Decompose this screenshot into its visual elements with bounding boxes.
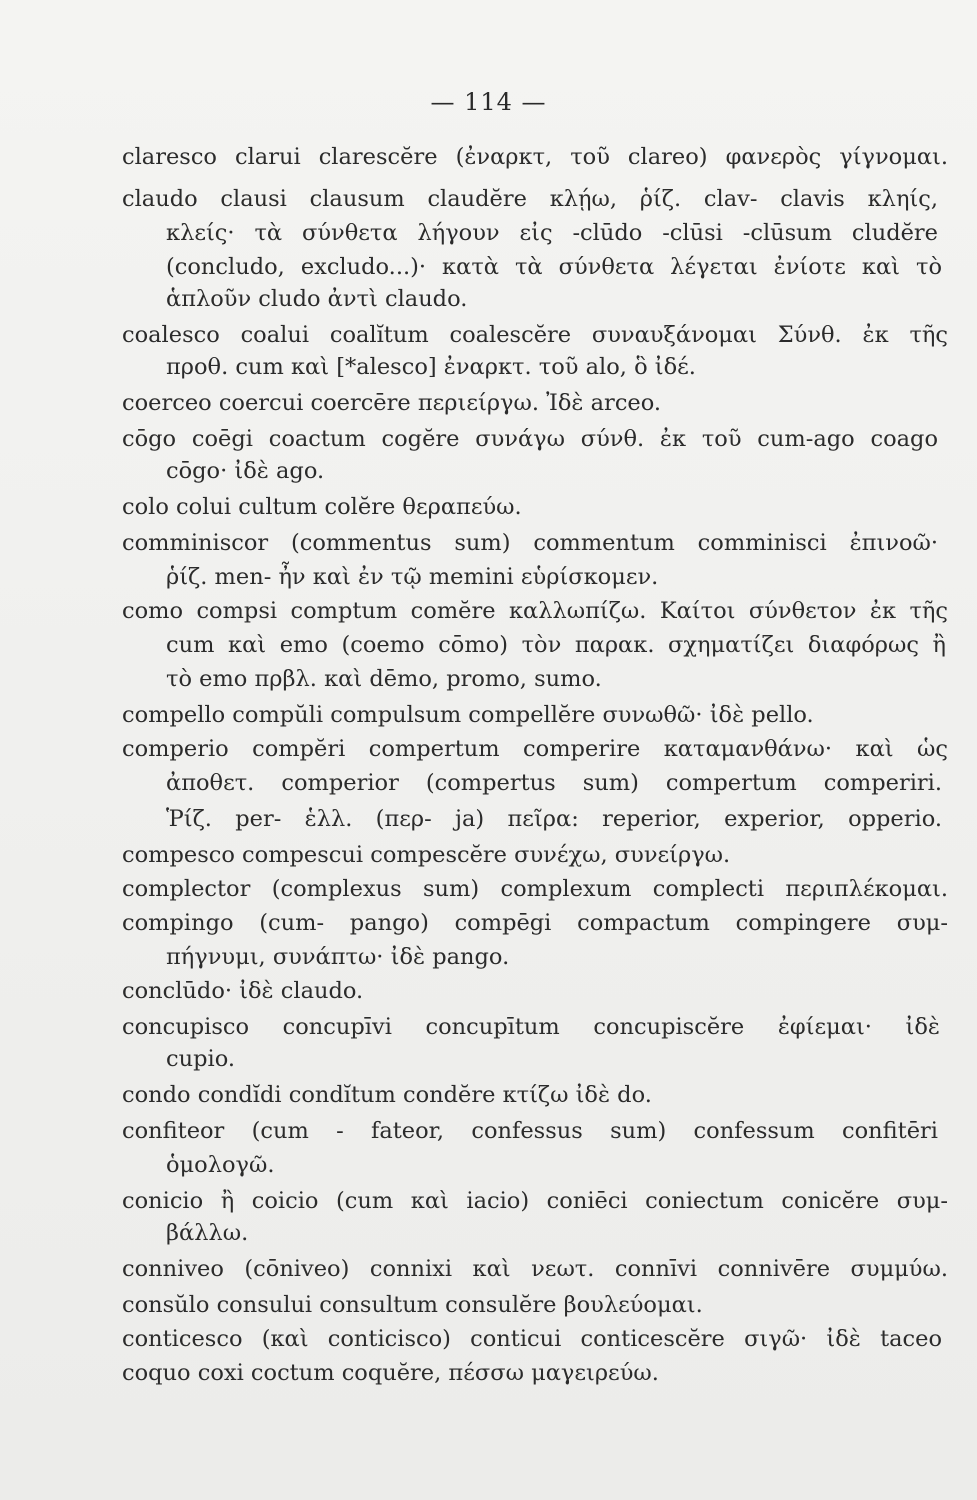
entry-coalesco: coalesco coalui coalĭtum coalescĕre συναυξάνομαι Σύνθ. ἐκ τῆς (122, 322, 948, 348)
entry-como-cont-2: τὸ emo πρβλ. καὶ dēmo, promo, sumo. (166, 666, 602, 692)
entry-como-cont-1: cum καὶ emo (coemo cōmo) τὸν παρακ. σχηματίζει διαφόρως ἢ (166, 632, 946, 658)
entry-concludo: conclūdo· ἰδὲ claudo. (122, 978, 364, 1004)
entry-consulo: consŭlo consului consultum consulĕre βουλεύομαι. (122, 1292, 703, 1318)
entry-cogo-cont-1: cōgo· ἰδὲ ago. (166, 458, 325, 484)
entry-concupisco: concupisco concupīvi concupītum concupiscĕre ἐφίεμαι· ἰδὲ (122, 1014, 940, 1040)
entry-comperio-cont-1: ἀποθετ. comperior (compertus sum) compertum comperiri. (166, 770, 942, 796)
entry-como: como compsi comptum comĕre καλλωπίζω. Καίτοι σύνθετον ἐκ τῆς (122, 598, 948, 624)
entry-coquo: coquo coxi coctum coquĕre, πέσσω μαγειρεύω. (122, 1360, 659, 1386)
entry-claudo-cont-1: κλείς· τὰ σύνθετα λήγουν εἰς -clūdo -clūsi -clūsum cludĕre (166, 220, 938, 246)
entry-conniveo: conniveo (cōniveo) connixi καὶ νεωτ. connīvi connivēre συμμύω. (122, 1256, 948, 1282)
entry-compesco: compesco compescui compescĕre συνέχω, συνείργω. (122, 842, 731, 868)
entry-confiteor-cont-1: ὁμολογῶ. (166, 1152, 275, 1178)
entry-claudo-cont-2: (concludo, excludo...)· κατὰ τὰ σύνθετα λέγεται ἐνίοτε καὶ τὸ (166, 254, 942, 280)
entry-concupisco-cont-1: cupio. (166, 1046, 235, 1072)
entry-comminiscor: comminiscor (commentus sum) commentum comminisci ἐπινοῶ· (122, 530, 938, 556)
entry-comperio: comperio compĕri compertum comperire καταμανθάνω· καὶ ὡς (122, 736, 948, 762)
entry-cogo: cōgo coēgi coactum cogĕre συνάγω σύνθ. ἐκ τοῦ cum-ago coago (122, 426, 938, 452)
entry-comminiscor-cont-1: ῥίζ. men- ἦν καὶ ἐν τῷ memini εὑρίσκομεν. (166, 564, 659, 590)
entry-complector: complector (complexus sum) complexum complecti περιπλέκομαι. (122, 876, 948, 902)
entry-conicio: conicio ἢ coicio (cum καὶ iacio) coniēci coniectum conicĕre συμ- (122, 1188, 948, 1214)
entry-condo: condo condĭdi condĭtum condĕre κτίζω ἰδὲ do. (122, 1082, 652, 1108)
page-number: — 114 — (430, 88, 547, 116)
entry-compello: compello compŭli compulsum compellĕre συνωθῶ· ἰδὲ pello. (122, 702, 814, 728)
entry-conticesco: conticesco (καὶ conticisco) conticui conticescĕre σιγῶ· ἰδὲ taceo (122, 1326, 942, 1352)
entry-comperio-cont-2: Ῥίζ. per- ἑλλ. (περ- ja) πεῖρα: reperior, experior, opperio. (166, 806, 942, 832)
entry-colo: colo colui cultum colĕre θεραπεύω. (122, 494, 522, 520)
entry-confiteor: confiteor (cum - fateor, confessus sum) confessum confitēri (122, 1118, 938, 1144)
entry-claresco: claresco clarui clarescĕre (ἐναρκτ, τοῦ clareo) φανερὸς γίγνομαι. (122, 144, 948, 170)
entry-claudo: claudo clausi clausum claudĕre κλῄω, ῥίζ. clav- clavis κληίς, (122, 186, 938, 212)
entry-conicio-cont-1: βάλλω. (166, 1220, 249, 1246)
entry-claudo-cont-3: ἁπλοῦν cludo ἀντὶ claudo. (166, 286, 468, 312)
entry-compingo: compingo (cum- pango) compēgi compactum compingere συμ- (122, 910, 948, 936)
entry-compingo-cont-1: πήγνυμι, συνάπτω· ἰδὲ pango. (166, 944, 510, 970)
entry-coalesco-cont-1: προθ. cum καὶ [*alesco] ἐναρκτ. τοῦ alo, ὃ ἰδέ. (166, 354, 696, 380)
entry-coerceo: coerceo coercui coercēre περιείργω. Ἰδὲ arceo. (122, 390, 662, 416)
